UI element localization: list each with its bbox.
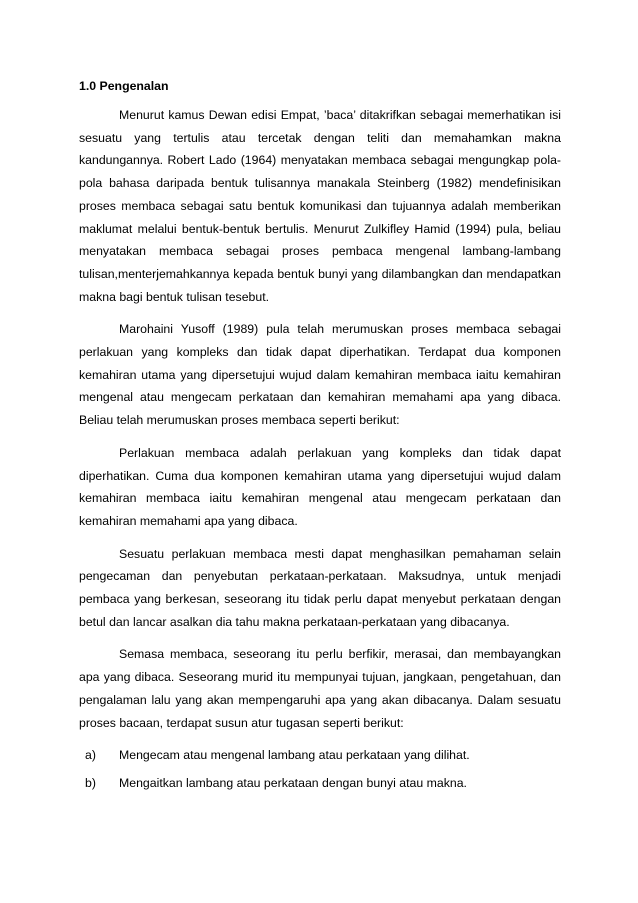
document-page — [79, 76, 561, 800]
list-marker: a) — [85, 748, 96, 763]
paragraph: Semasa membaca, seseorang itu perlu berfikir, merasai, dan membayangkan apa yang dibaca. Seseorang murid itu mempunyai tujuan, jangkaan, pengetahuan, dan pengalaman lalu yang akan mempengaruhi apa yang akan dibacanya. Dalam sesuatu proses bacaan, terdapat susun atur tugasan seperti berikut: — [79, 647, 561, 730]
paragraph: Perlakuan membaca adalah perlakuan yang kompleks dan tidak dapat diperhatikan. Cuma dua komponen kemahiran utama yang dipersetujui wujud dalam kemahiran membaca iaitu kemahiran mengenal atau mengecam perkataan dan kemahiran memahami apa yang dibaca. — [79, 445, 561, 528]
list-item — [79, 772, 561, 794]
paragraph: Menurut kamus Dewan edisi Empat, ’baca’ ditakrifkan sebagai memerhatikan isi sesuatu yang tertulis atau tercetak dengan teliti dan memahamkan makna kandungannya. Robert Lado (1964) menyatakan membaca sebagai mengungkap pola-pola bahasa daripada bentuk tulisannya manakala Steinberg (1982) mendefinisikan proses membaca sebagai satu bentuk komunikasi dan tujuannya adalah memberikan maklumat melalui bentuk-bentuk bertulis. Menurut Zulkifley Hamid (1994) pula, beliau menyatakan membaca sebagai proses pembaca mengenal lambang-lambang tulisan,menterjemahkannya kepada bentuk bunyi yang dilambangkan dan mendapatkan makna bagi bentuk tulisan tesebut. — [79, 108, 561, 304]
list-item-text: Mengaitkan lambang atau perkataan dengan bunyi atau makna. — [119, 776, 467, 791]
list-item — [79, 744, 561, 766]
paragraph: Sesuatu perlakuan membaca mesti dapat menghasilkan pemahaman selain pengecaman dan penyebutan perkataan-perkataan. Maksudnya, untuk menjadi pembaca yang berkesan, seseorang itu tidak perlu dapat menyebut perkataan dengan betul dan lancar asalkan dia tahu makna perkataan-perkataan yang dibacanya. — [79, 546, 561, 629]
section-heading: 1.0 Pengenalan — [79, 79, 169, 93]
list-item-text: Mengecam atau mengenal lambang atau perkataan yang dilihat. — [119, 748, 470, 763]
paragraph: Marohaini Yusoff (1989) pula telah merumuskan proses membaca sebagai perlakuan yang kompleks dan tidak dapat diperhatikan. Terdapat dua komponen kemahiran utama yang dipersetujui wujud dalam kemahiran membaca iaitu kemahiran mengenal atau mengecam perkataan dan kemahiran memahami apa yang dibaca. Beliau telah merumuskan proses membaca seperti berikut: — [79, 322, 561, 428]
list-marker: b) — [85, 776, 96, 791]
task-list — [79, 744, 561, 794]
